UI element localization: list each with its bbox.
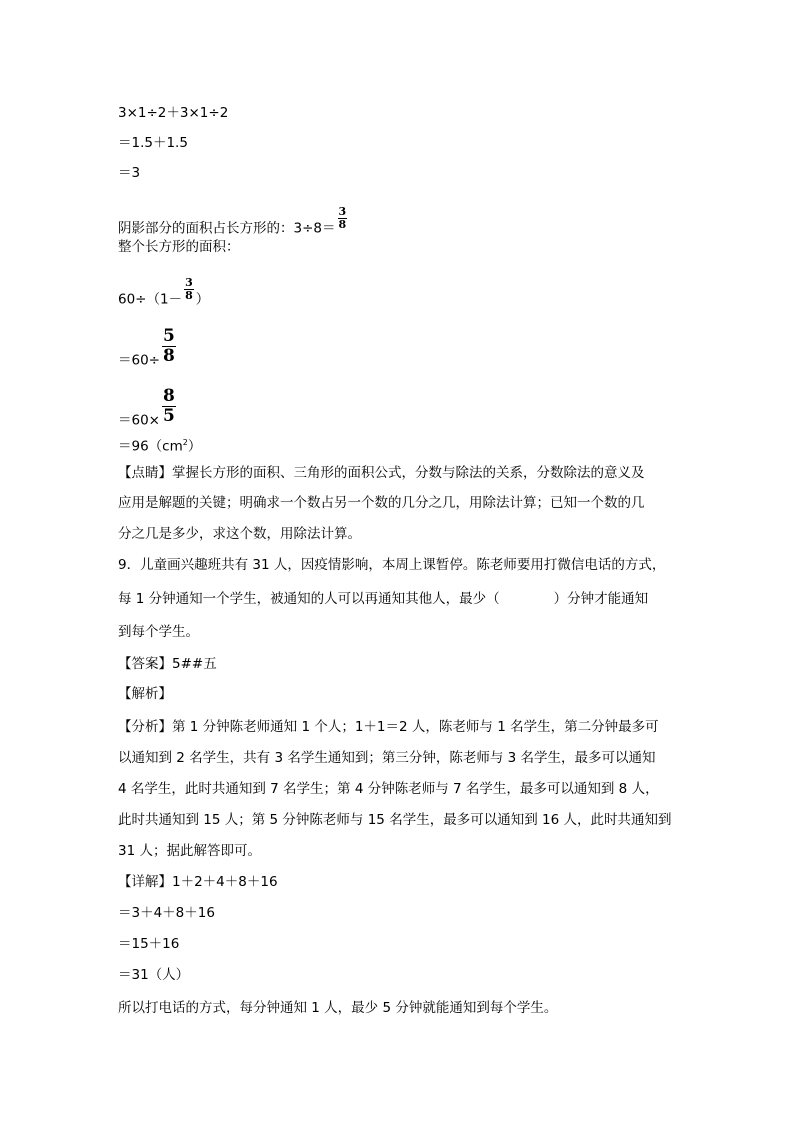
calc-line — [118, 434, 201, 456]
superscript: 2 — [182, 438, 188, 447]
text: ） — [187, 438, 202, 455]
denominator: 8 — [163, 346, 175, 366]
text: ） — [195, 291, 210, 308]
numerator: 3 — [185, 276, 193, 289]
calc-line — [118, 276, 210, 312]
calc-line: ＝1.5＋1.5 — [118, 135, 188, 151]
fraction — [184, 277, 194, 302]
text: ＝60÷ — [118, 352, 160, 369]
paragraph-line: 应用是解题的关键；明确求一个数占另一个数的几分之几，用除法计算；已知一个数的几 — [118, 495, 645, 511]
analysis-line: 【分析】第 1 分钟陈老师通知 1 个人；1＋1＝2 人，陈老师与 1 名学生，第二分钟最多可 — [118, 719, 659, 735]
denominator: 8 — [185, 289, 193, 302]
numerator: 5 — [163, 326, 175, 346]
numerator: 3 — [338, 205, 347, 218]
fraction — [338, 206, 348, 231]
detail-line: 所以打电话的方式，每分钟通知 1 人，最少 5 分钟就能通知到每个学生。 — [118, 1000, 558, 1016]
fraction — [162, 327, 176, 366]
detail-line: ＝31（人） — [118, 967, 190, 983]
numerator: 8 — [163, 386, 175, 406]
denominator: 8 — [338, 218, 347, 231]
text: 60÷（1－ — [118, 291, 183, 308]
denominator: 5 — [163, 406, 175, 426]
detail-line: 【详解】1＋2＋4＋8＋16 — [118, 874, 278, 890]
text: 阴影部分的面积占长方形的：3÷8＝ — [118, 220, 336, 237]
analysis-line: 4 名学生，此时共通知到 7 名学生；第 4 分钟陈老师与 7 名学生，最多可以通知到 8 人， — [118, 781, 659, 797]
analysis-heading: 【解析】 — [118, 686, 172, 702]
calc-line: ＝3 — [118, 165, 141, 181]
detail-line: ＝15＋16 — [118, 936, 180, 952]
heading-line: 整个长方形的面积： — [118, 239, 240, 255]
detail-line: ＝3＋4＋8＋16 — [118, 905, 215, 921]
text: ＝60× — [118, 412, 160, 429]
question-line: 每 1 分钟通知一个学生，被通知的人可以再通知其他人，最少（ ）分钟才能通知 — [118, 591, 649, 607]
calc-line: 3×1÷2＋3×1÷2 — [118, 105, 229, 121]
analysis-line: 此时共通知到 15 人；第 5 分钟陈老师与 15 名学生，最多可以通知到 16 人，此时共通知到 — [118, 812, 672, 828]
question-line: 到每个学生。 — [118, 624, 199, 640]
answer-line: 【答案】5##五 — [118, 656, 217, 672]
question-line: 9．儿童画兴趣班共有 31 人，因疫情影响，本周上课暂停。陈老师要用打微信电话的方式， — [118, 557, 666, 573]
calc-line — [118, 326, 178, 380]
analysis-line: 31 人；据此解答即可。 — [118, 843, 261, 859]
analysis-line: 以通知到 2 名学生，共有 3 名学生通知到；第三分钟，陈老师与 3 名学生，最多可以通知 — [118, 750, 656, 766]
paragraph-line: 【点睛】掌握长方形的面积、三角形的面积公式，分数与除法的关系，分数除法的意义及 — [118, 465, 645, 481]
paragraph-line: 分之几是多少，求这个数，用除法计算。 — [118, 526, 361, 542]
text: ＝96（cm — [118, 438, 183, 455]
fraction — [162, 387, 176, 426]
